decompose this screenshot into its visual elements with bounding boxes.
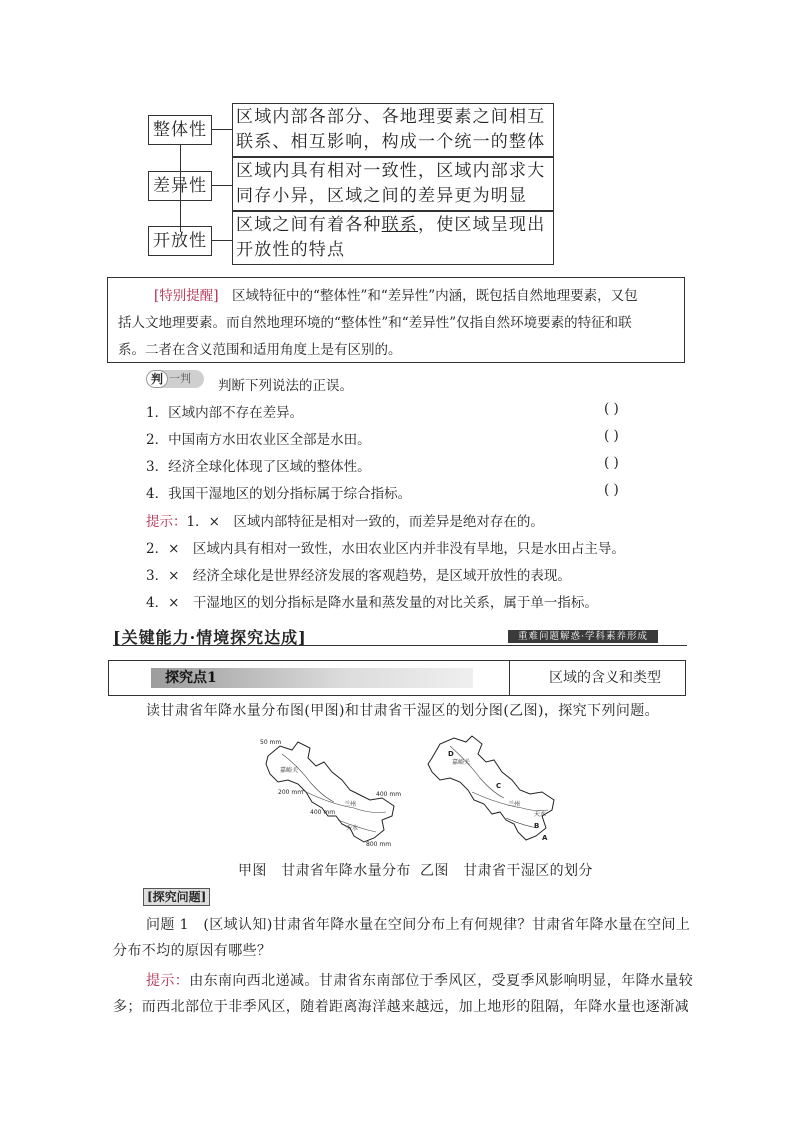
special-reminder-box: [特别提醒] 区域特征中的“整体性”和“差异性”内涵，既包括自然地理要素，又包 括人文地理要素。而自然地理环境的“整体性”和“差异性”仅指自然环境要素的特征和联 系。二者在含义范围和适用角度上是有区别的。 xyxy=(107,277,685,363)
lanzhou-label: 兰州 xyxy=(344,801,357,808)
answer-text: 多；而西北部位于非季风区，随着距离海洋越来越远，加上地形的阻隔，年降水量也逐渐减 xyxy=(113,999,689,1015)
answer-blank[interactable]: ( ) xyxy=(604,401,619,417)
connector-line xyxy=(212,129,232,130)
isohyet-800-label: 800 mm xyxy=(366,841,392,848)
question-text: 分布不均的原因有哪些？ xyxy=(113,943,272,959)
difference-definition: 区域内具有相对一致性，区域内部求大 同存小异，区域之间的差异更为明显 xyxy=(232,157,554,211)
section-title: [关键能力·情境探究达成] xyxy=(113,628,307,647)
tianshui-label: 天水 xyxy=(346,825,359,832)
zone-b-label: B xyxy=(534,822,540,830)
judge-item: 3．经济全球化体现了区域的整体性。 xyxy=(146,459,371,475)
precipitation-map xyxy=(258,732,418,850)
map-caption-right: 乙图 甘肃省干湿区的划分 xyxy=(420,863,593,879)
term-difference: 差异性 xyxy=(148,171,212,201)
isohyet-400-label: 400 mm xyxy=(376,791,402,798)
explore-divider xyxy=(509,661,510,695)
zone-c-label: C xyxy=(496,782,502,790)
section-rule xyxy=(113,645,687,646)
zone-boundary xyxy=(450,746,504,798)
term-openness: 开放性 xyxy=(148,226,212,256)
judge-item: 1．区域内部不存在差异。 xyxy=(146,405,304,421)
hint-line: 3．× 经济全球化是世界经济发展的客观趋势，是区域开放性的表现。 xyxy=(146,568,571,584)
explore-label: 探究点1 xyxy=(165,670,217,686)
answer-blank[interactable]: ( ) xyxy=(604,428,619,444)
section-strip: 重难问题解惑·学科素养形成 xyxy=(508,630,658,643)
lanzhou-label: 兰州 xyxy=(508,801,521,808)
map-caption-left: 甲图 甘肃省年降水量分布 xyxy=(238,863,411,879)
connector-line xyxy=(212,185,232,186)
zone-a-label: A xyxy=(542,834,548,842)
judge-badge: 判 一判 xyxy=(146,370,204,388)
answer-blank[interactable]: ( ) xyxy=(604,455,619,471)
intro-text: 读甘肃省年降水量分布图(甲图)和甘肃省干湿区的划分图(乙图)，探究下列问题。 xyxy=(146,703,660,719)
integrity-definition: 区域内部各部分、各地理要素之间相互 联系、相互影响，构成一个统一的整体 xyxy=(232,103,554,157)
explore-question-tag: [探究问题] xyxy=(143,888,210,906)
explore-topic: 区域的含义和类型 xyxy=(549,670,661,686)
hint-line: 2．× 区域内具有相对一致性，水田农业区内并非没有旱地，只是水田占主导。 xyxy=(146,541,625,557)
jiayuguan-label: 嘉峪关 xyxy=(452,759,471,766)
openness-definition: 区域之间有着各种联系，使区域呈现出 开放性的特点 xyxy=(232,211,554,265)
term-integrity: 整体性 xyxy=(148,115,212,145)
answer-blank[interactable]: ( ) xyxy=(604,482,619,498)
connector-line xyxy=(212,240,232,241)
dry-wet-zone-map xyxy=(422,728,572,850)
question-text: 问题 1 (区域认知)甘肃省年降水量在空间分布上有何规律？甘肃省年降水量在空间上 xyxy=(146,917,691,933)
reminder-label: [特别提醒] xyxy=(154,288,219,304)
hint-line: 提示：1．× 区域内部特征是相对一致的，而差异是绝对存在的。 xyxy=(146,514,544,530)
zone-d-label: D xyxy=(448,750,454,758)
isohyet-50-label: 50 mm xyxy=(260,739,282,746)
judge-item: 4．我国干湿地区的划分指标属于综合指标。 xyxy=(146,486,412,502)
isohyet-400-label: 400 mm xyxy=(310,809,336,816)
explore-point-bar xyxy=(108,660,686,696)
judge-instruction: 判断下列说法的正误。 xyxy=(218,378,353,394)
isohyet-200-label: 200 mm xyxy=(278,789,304,796)
judge-item: 2．中国南方水田农业区全部是水田。 xyxy=(146,432,371,448)
hint-line: 4．× 干湿地区的划分指标是降水量和蒸发量的对比关系，属于单一指标。 xyxy=(146,595,598,611)
jiayuguan-label: 嘉峪关 xyxy=(280,767,299,774)
answer-text: 提示：由东南向西北递减。甘肃省东南部位于季风区，受夏季风影响明显，年降水量较 xyxy=(146,973,694,989)
tianshui-label: 天水 xyxy=(534,811,547,818)
